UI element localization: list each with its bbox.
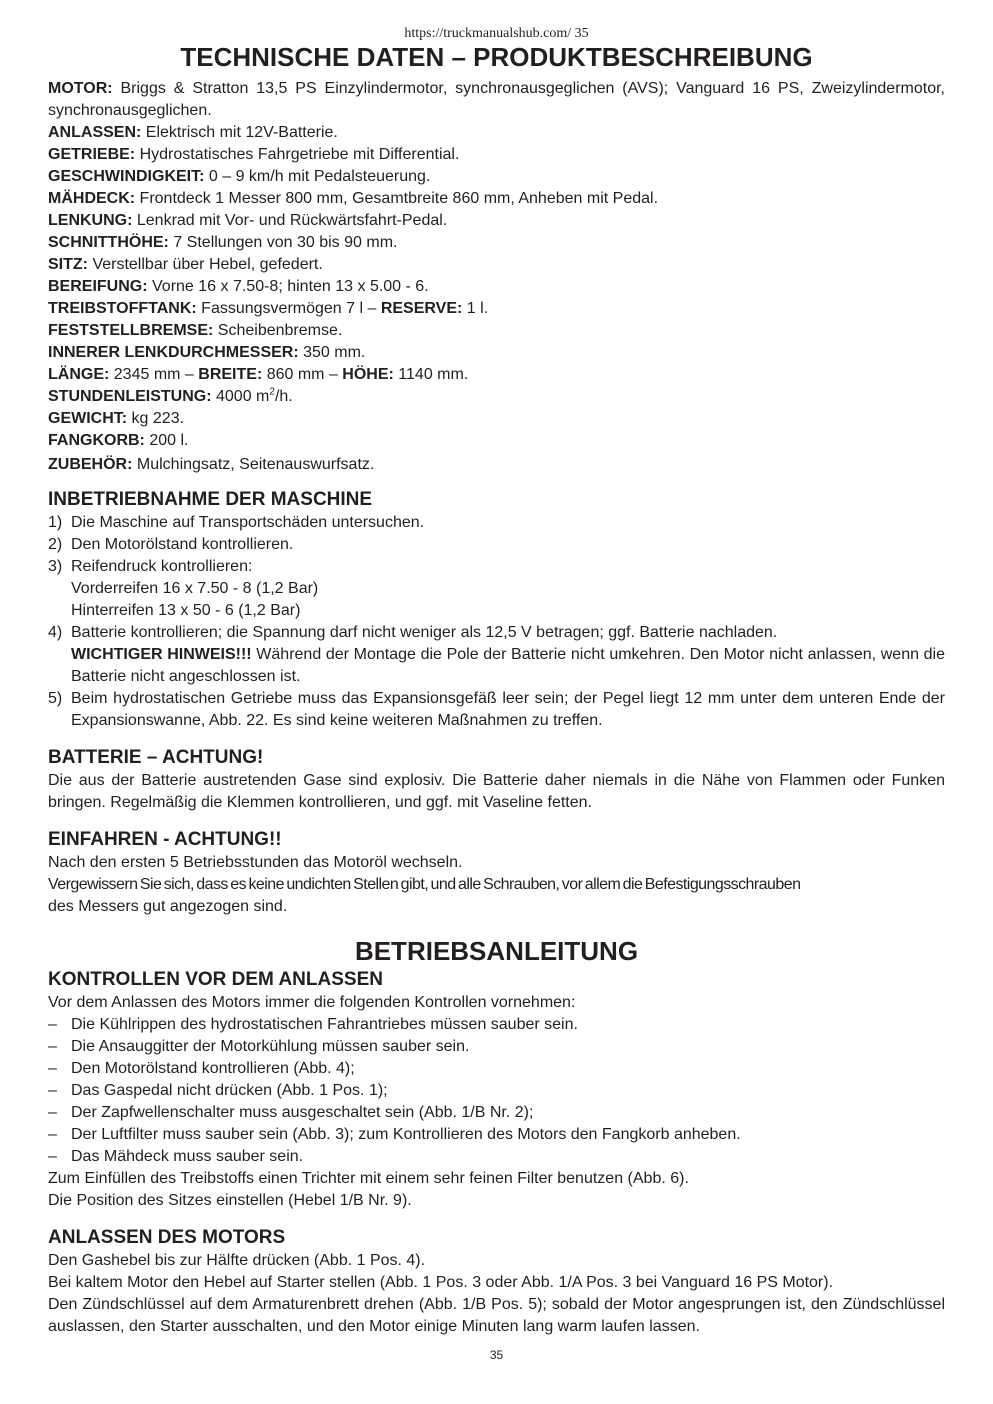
step-text: Die Maschine auf Transportschäden untersuchen.: [71, 514, 425, 531]
spec-unit: /h.: [274, 388, 293, 405]
spec-lenkung: [48, 210, 945, 232]
spec-label: SCHNITTHÖHE:: [48, 234, 169, 251]
warning-label: WICHTIGER HINWEIS!!!: [71, 646, 252, 663]
step-number: 5): [48, 690, 63, 707]
anlassen-line: Den Gashebel bis zur Hälfte drücken (Abb. 1 Pos. 4).: [48, 1252, 426, 1269]
einfahren-line: Nach den ersten 5 Betriebsstunden das Motoröl wechseln.: [48, 854, 463, 871]
spec-value: 1 l.: [462, 300, 489, 317]
list-item: [48, 512, 945, 534]
spec-label: TREIBSTOFFTANK:: [48, 300, 197, 317]
kontrollen-note: Zum Einfüllen des Treibstoffs einen Trichter mit einem sehr feinen Filter benutzen (Abb. 6).: [48, 1170, 689, 1187]
source-url: https://truckmanualshub.com/ 35: [404, 26, 589, 41]
spec-label: SITZ:: [48, 256, 88, 273]
list-item: [48, 556, 945, 622]
dash-marker: –: [48, 1082, 57, 1099]
list-item-text: Der Zapfwellenschalter muss ausgeschaltet sein (Abb. 1/B Nr. 2);: [71, 1104, 534, 1121]
spec-label: GESCHWINDIGKEIT:: [48, 168, 205, 185]
spec-value: Hydrostatisches Fahrgetriebe mit Differential.: [135, 146, 460, 163]
spec-label: HÖHE:: [342, 366, 394, 383]
spec-label: MOTOR:: [48, 80, 113, 97]
list-item-text: Die Ansauggitter der Motorkühlung müssen sauber sein.: [71, 1038, 470, 1055]
spec-value: Vorne 16 x 7.50-8; hinten 13 x 5.00 - 6.: [147, 278, 429, 295]
spec-value: Frontdeck 1 Messer 800 mm, Gesamtbreite 860 mm, Anheben mit Pedal.: [135, 190, 659, 207]
spec-label: GETRIEBE:: [48, 146, 136, 163]
spec-stundenleistung: [48, 386, 945, 408]
spec-list: [48, 78, 945, 476]
einfahren-line: Vergewissern Sie sich, dass es keine undichten Stellen gibt, und alle Schrauben, vor allem die Befestigungsschrauben: [48, 876, 801, 893]
spec-value: Elektrisch mit 12V-Batterie.: [141, 124, 338, 141]
spec-feststellbremse: [48, 320, 945, 342]
spec-label: STUNDENLEISTUNG:: [48, 388, 212, 405]
anlassen-line: Den Zündschlüssel auf dem Armaturenbrett drehen (Abb. 1/B Pos. 5); sobald der Motor angesprungen ist, den Zündschlüssel auslassen, den Starter ausschalten, und den Motor einige Minuten lang warm laufen lassen.: [48, 1296, 945, 1335]
section-heading-einfahren: EINFAHREN - ACHTUNG!!: [48, 829, 282, 850]
kontrollen-note: Die Position des Sitzes einstellen (Hebel 1/B Nr. 9).: [48, 1192, 412, 1209]
spec-label: FESTSTELLBREMSE:: [48, 322, 214, 339]
section-heading-anlassen: ANLASSEN DES MOTORS: [48, 1227, 286, 1248]
spec-abmessungen: [48, 364, 945, 386]
spec-value: 7 Stellungen von 30 bis 90 mm.: [168, 234, 398, 251]
spec-label: INNERER LENKDURCHMESSER:: [48, 344, 299, 361]
step-number: 4): [48, 624, 63, 641]
step-subline: Hinterreifen 13 x 50 - 6 (1,2 Bar): [71, 602, 301, 619]
page-number: 35: [489, 1348, 504, 1362]
list-item-text: Das Gaspedal nicht drücken (Abb. 1 Pos. 1);: [71, 1082, 388, 1099]
spec-label: GEWICHT:: [48, 410, 128, 427]
spec-bereifung: [48, 276, 945, 298]
spec-value: 2345 mm –: [109, 366, 199, 383]
kontrollen-list: [48, 1014, 945, 1168]
section-heading-kontrollen: KONTROLLEN VOR DEM ANLASSEN: [48, 969, 383, 990]
list-item-text: Den Motorölstand kontrollieren (Abb. 4);: [71, 1060, 355, 1077]
step-number: 2): [48, 536, 63, 553]
spec-value: 0 – 9 km/h mit Pedalsteuerung.: [204, 168, 431, 185]
spec-maehdeck: [48, 188, 945, 210]
spec-label: BREITE:: [198, 366, 263, 383]
list-item: [48, 1124, 945, 1146]
warning-text: Während der Montage die Pole der Batterie nicht umkehren. Den Motor nicht anlassen, wenn die Batterie nicht angeschlossen ist.: [71, 646, 945, 685]
spec-geschwindigkeit: [48, 166, 945, 188]
spec-value: Scheibenbremse.: [213, 322, 343, 339]
step-text: Den Motorölstand kontrollieren.: [71, 536, 294, 553]
page-title: TECHNISCHE DATEN – PRODUKTBESCHREIBUNG: [180, 42, 813, 72]
spec-label: LENKUNG:: [48, 212, 133, 229]
spec-label: MÄHDECK:: [48, 190, 136, 207]
dash-marker: –: [48, 1060, 57, 1077]
list-item-text: Der Luftfilter muss sauber sein (Abb. 3); zum Kontrollieren des Motors den Fangkorb anheben.: [71, 1126, 741, 1143]
spec-motor: [48, 78, 945, 122]
kontrollen-intro: Vor dem Anlassen des Motors immer die folgenden Kontrollen vornehmen:: [48, 994, 576, 1011]
spec-value: 200 l.: [144, 432, 189, 449]
spec-value: Mulchingsatz, Seitenauswurfsatz.: [132, 456, 375, 473]
list-item: [48, 688, 945, 732]
einfahren-line: des Messers gut angezogen sind.: [48, 898, 288, 915]
spec-treibstofftank: [48, 298, 945, 320]
spec-superscript: 2: [269, 386, 275, 398]
spec-getriebe: [48, 144, 945, 166]
spec-schnitthoehe: [48, 232, 945, 254]
spec-value: 350 mm.: [298, 344, 366, 361]
spec-lenkdurchmesser: [48, 342, 945, 364]
spec-gewicht: [48, 408, 945, 430]
dash-marker: –: [48, 1038, 57, 1055]
list-item-text: Das Mähdeck muss sauber sein.: [71, 1148, 304, 1165]
spec-anlassen: [48, 122, 945, 144]
manual-page: [48, 26, 945, 1362]
dash-marker: –: [48, 1126, 57, 1143]
step-text: Batterie kontrollieren; die Spannung darf nicht weniger als 12,5 V betragen; ggf. Batterie nachladen.: [71, 624, 778, 641]
spec-zubehoer: [48, 454, 945, 476]
batterie-text: Die aus der Batterie austretenden Gase sind explosiv. Die Batterie daher niemals in die Nähe von Flammen oder Funken bringen. Regelmäßig die Klemmen kontrollieren, und ggf. mit Vaseline fetten.: [48, 772, 945, 811]
dash-marker: –: [48, 1104, 57, 1121]
step-subline: Vorderreifen 16 x 7.50 - 8 (1,2 Bar): [71, 580, 319, 597]
spec-label: RESERVE:: [380, 300, 463, 317]
list-item: [48, 1102, 945, 1124]
spec-value: 4000 m: [211, 388, 270, 405]
section-heading-batterie: BATTERIE – ACHTUNG!: [48, 747, 264, 768]
spec-label: ANLASSEN:: [48, 124, 142, 141]
list-item: [48, 1146, 945, 1168]
betriebsanleitung-title: BETRIEBSANLEITUNG: [354, 936, 639, 966]
section-heading-inbetriebnahme: INBETRIEBNAHME DER MASCHINE: [48, 489, 373, 510]
list-item: [48, 1036, 945, 1058]
spec-value: Verstellbar über Hebel, gefedert.: [88, 256, 323, 273]
spec-value: Briggs & Stratton 13,5 PS Einzylindermotor, synchronausgeglichen (AVS); Vanguard 16 PS, Zweizylindermotor, synchronausgeglichen.: [48, 80, 945, 119]
spec-label: FANGKORB:: [48, 432, 145, 449]
spec-value: Fassungsvermögen 7 l –: [196, 300, 381, 317]
spec-value: 860 mm –: [262, 366, 343, 383]
spec-value: Lenkrad mit Vor- und Rückwärtsfahrt-Pedal.: [132, 212, 448, 229]
list-item: [48, 1014, 945, 1036]
step-text: Reifendruck kontrollieren:: [71, 558, 253, 575]
spec-label: BEREIFUNG:: [48, 278, 148, 295]
step-number: 3): [48, 558, 63, 575]
anlassen-line: Bei kaltem Motor den Hebel auf Starter stellen (Abb. 1 Pos. 3 oder Abb. 1/A Pos. 3 bei Vanguard 16 PS Motor).: [48, 1274, 834, 1291]
list-item: [48, 1080, 945, 1102]
dash-marker: –: [48, 1016, 57, 1033]
list-item: [48, 1058, 945, 1080]
list-item: [48, 534, 945, 556]
spec-label: LÄNGE:: [48, 366, 110, 383]
spec-label: ZUBEHÖR:: [48, 456, 133, 473]
spec-value: kg 223.: [127, 410, 185, 427]
dash-marker: –: [48, 1148, 57, 1165]
step-text: Beim hydrostatischen Getriebe muss das Expansionsgefäß leer sein; der Pegel liegt 12 mm unter dem unteren Ende der Expansionswanne, Abb. 22. Es sind keine weiteren Maßnahmen zu treffen.: [71, 690, 945, 729]
list-item: [48, 622, 945, 688]
step-number: 1): [48, 514, 63, 531]
inbetriebnahme-steps: [48, 512, 945, 732]
list-item-text: Die Kühlrippen des hydrostatischen Fahrantriebes müssen sauber sein.: [71, 1016, 578, 1033]
spec-fangkorb: [48, 430, 945, 452]
spec-sitz: [48, 254, 945, 276]
spec-value: 1140 mm.: [393, 366, 469, 383]
